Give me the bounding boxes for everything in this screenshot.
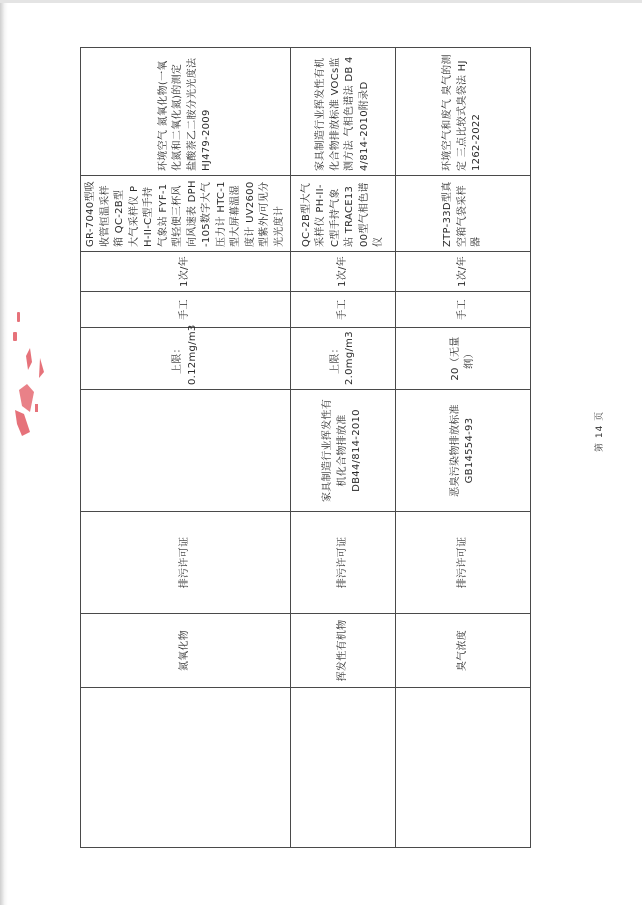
cell-outlet (81, 688, 291, 848)
cell-outlet (291, 688, 396, 848)
monitoring-table (80, 47, 531, 848)
stamp-fragment-icon (0, 0, 60, 460)
cell-pollutant: 臭气浓度 (396, 614, 531, 688)
table-row (291, 48, 396, 848)
cell-analysis: 环境空气 氮氧化物(一氧化氮和二氧化氮)的测定 盐酸萘乙二胺分光光度法 HJ479-2009 (81, 48, 291, 176)
rotated-table-page (80, 48, 530, 848)
cell-frequency: 1次/年 (396, 252, 531, 292)
cell-method: 手工 (291, 292, 396, 328)
cell-analysis: 环境空气和废气 臭气的测定 三点比较式臭袋法 HJ 1262-2022 (396, 48, 531, 176)
cell-pollutant: 氮氧化物 (81, 614, 291, 688)
cell-instruments: ZTP-33D型真空箱气袋采样器 (396, 176, 531, 252)
cell-basis: 排污许可证 (396, 512, 531, 614)
cell-limit: 20（无量纲） (396, 328, 531, 390)
table-row (81, 48, 291, 848)
table-row (396, 48, 531, 848)
cell-basis: 排污许可证 (291, 512, 396, 614)
cell-standard: 恶臭污染物排放标准 GB14554-93 (396, 390, 531, 512)
cell-outlet (396, 688, 531, 848)
page-shadow-top (0, 0, 642, 3)
cell-instruments: QC-2B型大气采样仪 PH-II-C型手持气象站 TRACE1300型气相色谱仪 (291, 176, 396, 252)
cell-frequency: 1次/年 (81, 252, 291, 292)
cell-frequency: 1次/年 (291, 252, 396, 292)
cell-method: 手工 (81, 292, 291, 328)
cell-pollutant: 挥发性有机物 (291, 614, 396, 688)
page-number: 第 14 页 (595, 410, 605, 452)
cell-basis: 排污许可证 (81, 512, 291, 614)
cell-limit: 上限：2.0mg/m3 (291, 328, 396, 390)
cell-instruments: GR-7040型吸收管恒温采样箱 QC-2B型大气采样仪 PH-II-C型手持气象站 FYF-1型轻便三杯风向风速表 DPH-105数字大气压力计 HTC-1型大屏幕温湿度计 UV2600型紫外/可见分光光度计 (81, 176, 291, 252)
cell-analysis: 家具制造行业挥发性有机化合物排放标准 VOCs监测方法 气相色谱法 DB 44/814-2010附录D (291, 48, 396, 176)
cell-method: 手工 (396, 292, 531, 328)
cell-standard (81, 390, 291, 512)
cell-limit: 上限：0.12mg/m3 (81, 328, 291, 390)
page-shadow-left (0, 0, 8, 905)
cell-standard: 家具制造行业挥发性有机化合物排放准DB44/814-2010 (291, 390, 396, 512)
